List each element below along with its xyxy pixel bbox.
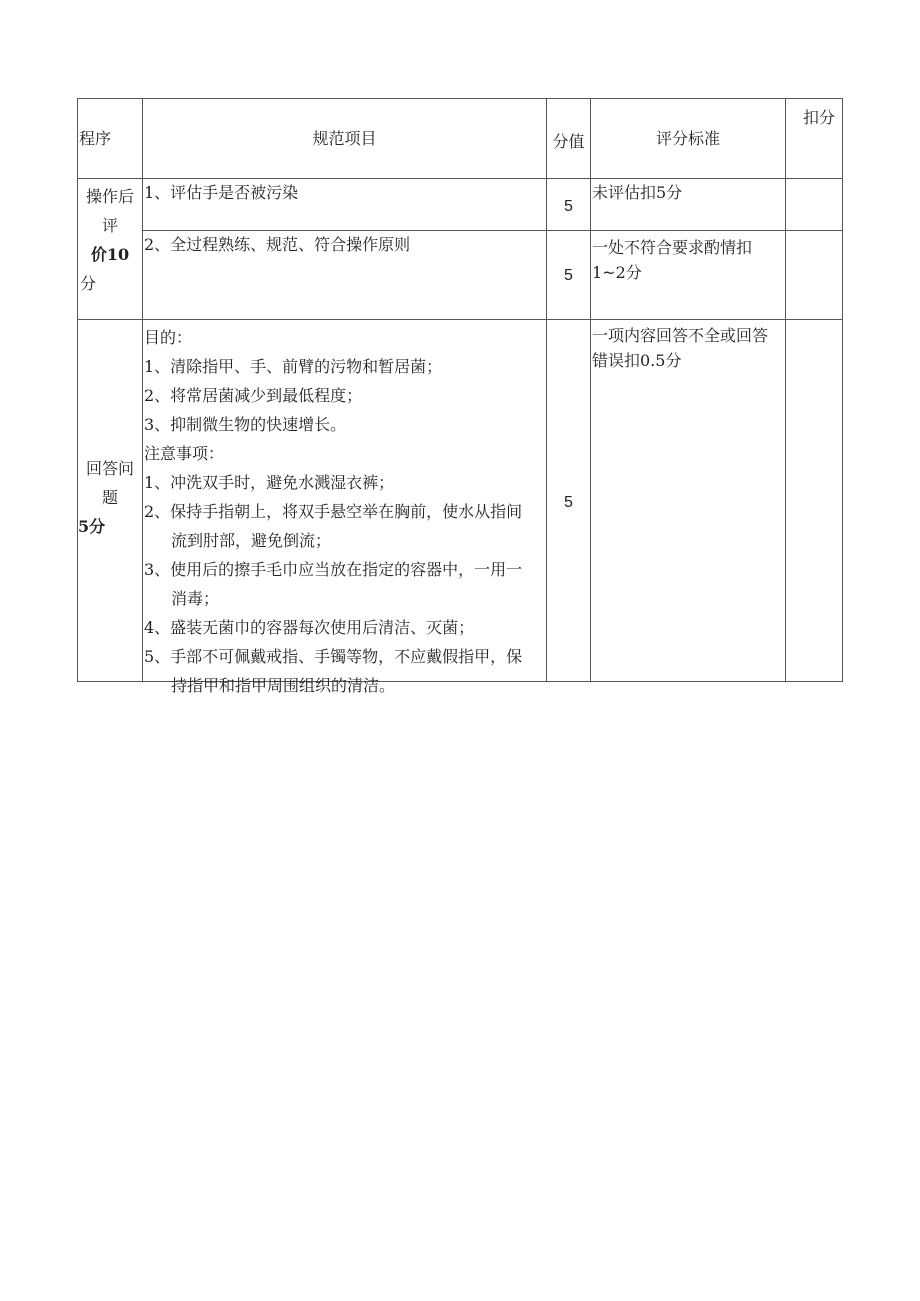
criteria-text: [592, 235, 784, 285]
criteria-line: 一处不符合要求酌情扣: [592, 238, 753, 257]
column-divider: [590, 98, 591, 682]
content-line: 2、将常居菌减少到最低程度；: [144, 386, 363, 405]
section-name-answer-questions: [78, 454, 142, 541]
score-value: 5: [564, 198, 573, 215]
row-divider: [77, 178, 843, 179]
score-value: 5: [564, 267, 573, 284]
section-name-line: 评: [101, 216, 118, 235]
section-name-line: 5分: [78, 517, 106, 536]
header-deduction: 扣分: [803, 108, 836, 127]
criteria-text: 未评估扣5分: [592, 183, 683, 202]
content-line: 3、使用后的擦手毛巾应当放在指定的容器中，一用一: [144, 560, 523, 579]
content-line: 注意事项：: [144, 444, 225, 463]
header-program: 程序: [79, 129, 112, 148]
score-value: 5: [564, 494, 573, 511]
section-name-post-op-eval: [78, 182, 142, 298]
content-line: 5、手部不可佩戴戒指、手镯等物，不应戴假指甲，保: [144, 647, 523, 666]
section-name-line: 操作后: [85, 187, 134, 206]
column-divider: [546, 98, 547, 682]
column-divider: [785, 98, 786, 682]
column-divider: [142, 98, 143, 682]
content-line: 1、冲洗双手时，避免水溅湿衣裤；: [144, 473, 395, 492]
criteria-line: 一项内容回答不全或回答: [592, 326, 769, 345]
header-item: 规范项目: [312, 129, 377, 148]
criteria-line: 错误扣0.5分: [592, 351, 682, 370]
section-name-line: 分: [80, 274, 97, 293]
header-score: 分值: [552, 132, 585, 151]
item-text: 2、全过程熟练、规范、符合操作原则: [144, 235, 411, 254]
section-name-line: 回答问: [85, 459, 134, 478]
criteria-text: [592, 323, 784, 373]
table-border-right: [842, 98, 843, 682]
content-line: 2、保持手指朝上，将双手悬空举在胸前，使水从指间: [144, 502, 523, 521]
content-line: 持指甲和指甲周围组织的清洁。: [171, 676, 396, 695]
section-name-line: 题: [101, 488, 118, 507]
scoring-table: [77, 98, 843, 695]
row-divider: [142, 230, 843, 231]
item-text: 1、评估手是否被污染: [144, 183, 299, 202]
content-line: 消毒；: [171, 589, 220, 608]
content-line: 目的：: [144, 328, 193, 347]
section-name-line: 价10: [90, 245, 130, 264]
row-divider: [77, 319, 843, 320]
header-criteria: 评分标准: [655, 129, 720, 148]
table-border-top: [77, 98, 843, 99]
answer-content: [144, 323, 546, 695]
criteria-line: 1~2分: [592, 263, 642, 282]
content-line: 4、盛装无菌巾的容器每次使用后清洁、灭菌；: [144, 618, 475, 637]
content-line: 流到肘部，避免倒流；: [171, 531, 332, 550]
content-line: 1、清除指甲、手、前臂的污物和暂居菌；: [144, 357, 443, 376]
content-line: 3、抑制微生物的快速增长。: [144, 415, 347, 434]
